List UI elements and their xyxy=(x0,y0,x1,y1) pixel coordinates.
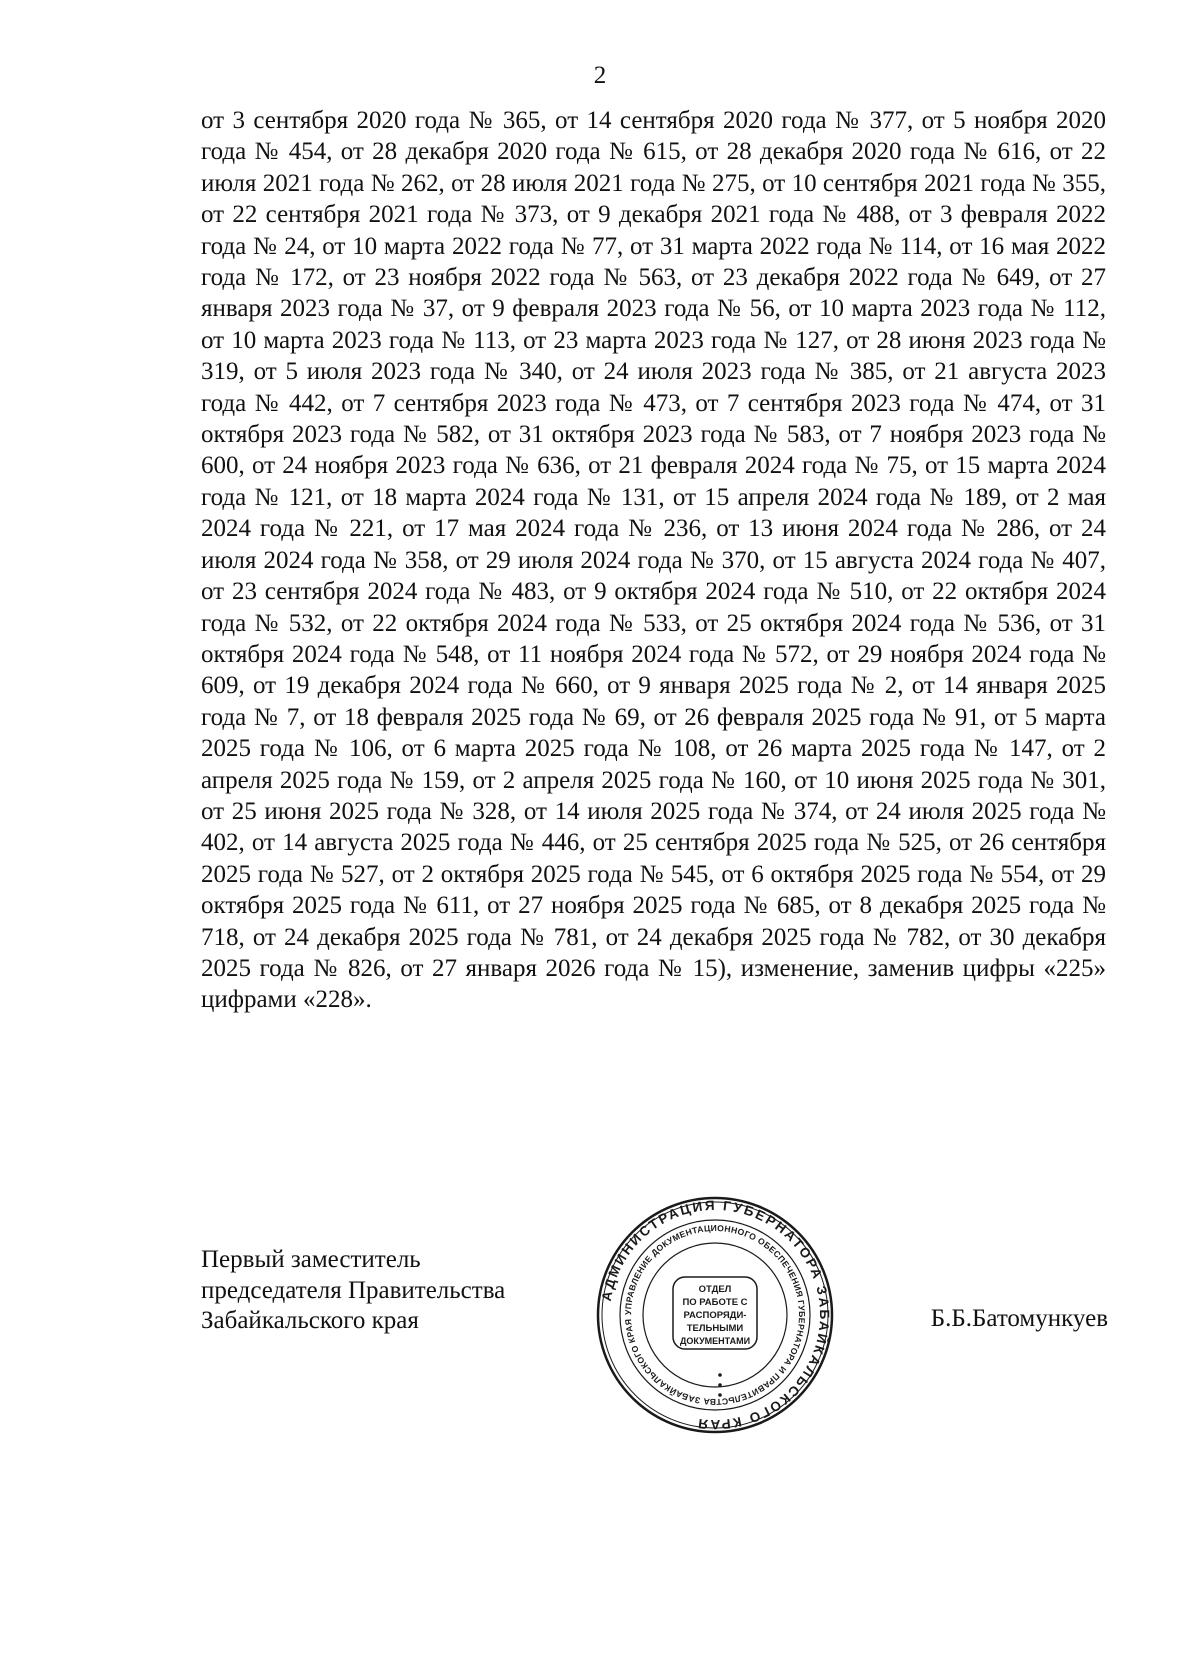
body-paragraph: от 3 сентября 2020 года № 365, от 14 сентября 2020 года № 377, от 5 ноября 2020 года № 454, от 28 декабря 2020 года № 615, от 28 декабря 2020 года № 616, от 22 июля 2021 года № 262, от 28 июля 2021 года № 275, от 10 сентября 2021 года № 355, от 22 сентября 2021 года № 373, от 9 декабря 2021 года № 488, от 3 февраля 2022 года № 24, от 10 марта 2022 года № 77, от 31 марта 2022 года № 114, от 16 мая 2022 года № 172, от 23 ноября 2022 года № 563, от 23 декабря 2022 года № 649, от 27 января 2023 года № 37, от 9 февраля 2023 года № 56, от 10 марта 2023 года № 112, от 10 марта 2023 года № 113, от 23 марта 2023 года № 127, от 28 июня 2023 года № 319, от 5 июля 2023 года № 340, от 24 июля 2023 года № 385, от 21 августа 2023 года № 442, от 7 сентября 2023 года № 473, от 7 сентября 2023 года № 474, от 31 октября 2023 года № 582, от 31 октября 2023 года № 583, от 7 ноября 2023 года № 600, от 24 ноября 2023 года № 636, от 21 февраля 2024 года № 75, от 15 марта 2024 года № 121, от 18 марта 2024 года № 131, от 15 апреля 2024 года № 189, от 2 мая 2024 года № 221, от 17 мая 2024 года № 236, от 13 июня 2024 года № 286, от 24 июля 2024 года № 358, от 29 июля 2024 года № 370, от 15 августа 2024 года № 407, от 23 сентября 2024 года № 483, от 9 октября 2024 года № 510, от 22 октября 2024 года № 532, от 22 октября 2024 года № 533, от 25 октября 2024 года № 536, от 31 октября 2024 года № 548, от 11 ноября 2024 года № 572, от 29 ноября 2024 года № 609, от 19 декабря 2024 года № 660, от 9 января 2025 года № 2, от 14 января 2025 года № 7, от 18 февраля 2025 года № 69, от 26 февраля 2025 года № 91, от 5 марта 2025 года № 106, от 6 марта 2025 года № 108, от 26 марта 2025 года № 147, от 2 апреля 2025 года № 159, от 2 апреля 2025 года № 160, от 10 июня 2025 года № 301, от 25 июня 2025 года № 328, от 14 июля 2025 года № 374, от 24 июля 2025 года № 402, от 14 августа 2025 года № 446, от 25 сентября 2025 года № 525, от 26 сентября 2025 года № 527, от 2 октября 2025 года № 545, от 6 октября 2025 года № 554, от 29 октября 2025 года № 611, от 27 ноября 2025 года № 685, от 8 декабря 2025 года № 718, от 24 декабря 2025 года № 781, от 24 декабря 2025 года № 782, от 30 декабря 2025 года № 826, от 27 января 2026 года № 15), изменение, заменив цифры «225» цифрами «228». xyxy=(201,107,1106,1014)
signature-title-line-1: Первый заместитель xyxy=(201,1246,421,1273)
seal-inner-ring-text: УПРАВЛЕНИЕ ДОКУМЕНТАЦИОННОГО ОБЕСПЕЧЕНИЯ ГУБЕРНАТОРА И ПРАВИТЕЛЬСТВА ЗАБАЙКАЛЬСКОГО КРАЯ xyxy=(622,1222,808,1408)
seal-star-3 xyxy=(718,1393,722,1397)
official-seal xyxy=(595,1195,835,1435)
page-number: 2 xyxy=(593,62,607,89)
signature-title-line-3: Забайкальского края xyxy=(201,1307,419,1334)
seal-outer-ring-text: АДМИНИСТРАЦИЯ ГУБЕРНАТОРА ЗАБАЙКАЛЬСКОГО КРАЯ xyxy=(598,1197,833,1433)
seal-center-line-1: ОТДЕЛ xyxy=(698,1284,732,1295)
seal-center-line-2: ПО РАБОТЕ С xyxy=(682,1297,748,1308)
signature-title xyxy=(201,1245,505,1337)
seal-center-line-4: ТЕЛЬНЫМИ xyxy=(686,1323,744,1334)
seal-star-2 xyxy=(718,1383,722,1387)
seal-center-line-5: ДОКУМЕНТАМИ xyxy=(679,1336,751,1346)
seal-stars xyxy=(718,1373,722,1397)
signature-name: Б.Б.Батомункуев xyxy=(930,1305,1108,1332)
seal-center-line-3: РАСПОРЯДИ- xyxy=(683,1310,747,1321)
seal-star-1 xyxy=(718,1373,722,1377)
signature-title-line-2: председателя Правительства xyxy=(201,1276,506,1304)
